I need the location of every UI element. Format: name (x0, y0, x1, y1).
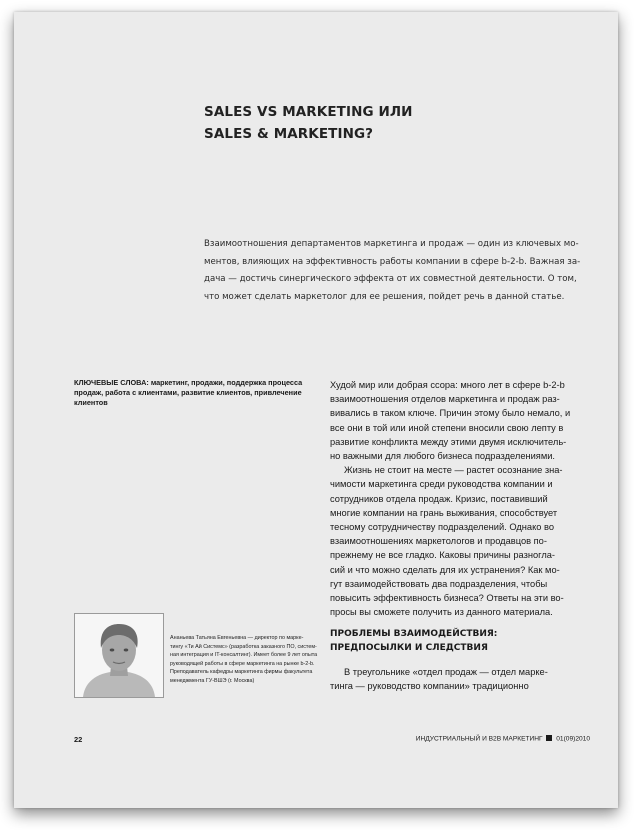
body-line: прежнему не все гладко. Каковы причины разногла- (330, 550, 556, 561)
lead-line: ментов, влияющих на эффективность работы компании в сфере b-2-b. Важная за- (204, 256, 581, 267)
section-body (330, 665, 576, 693)
author-bio-line: ная интеграция и IT-консалтинг). Имеет более 9 лет опыта (170, 652, 318, 659)
section-heading-line: ПРЕДПОСЫЛКИ И СЛЕДСТВИЯ (330, 643, 488, 653)
lead-line: что может сделать маркетолог для ее решения, пойдет речь в данной статье. (204, 291, 565, 302)
square-bullet-icon (546, 735, 552, 741)
body-line: В треугольнике «отдел продаж — отдел марке- (344, 667, 548, 677)
journal-issue: 01(09)2010 (556, 735, 590, 743)
article-title (204, 101, 524, 145)
body-line: Жизнь не стоит на месте — растет осознание зна- (344, 465, 563, 476)
body-line: вивались в таком ключе. Причин этому было немало, и (330, 408, 571, 419)
author-bio-line: Преподаватель кафедры маркетинга фирмы факультета (170, 669, 313, 676)
body-line: просы вы сможете получить из данного материала. (330, 607, 553, 618)
section-heading (330, 627, 576, 655)
keywords-line: КЛЮЧЕВЫЕ СЛОВА: маркетинг, продажи, поддержка процесса (74, 378, 303, 387)
body-line: взаимоотношениях маркетологов и продавцов по- (330, 536, 547, 547)
body-line: взаимоотношения отделов маркетинга и продаж раз- (330, 394, 560, 405)
section-heading-line: ПРОБЛЕМЫ ВЗАИМОДЕЙСТВИЯ: (330, 629, 498, 639)
article-lead (204, 236, 581, 306)
body-line: Худой мир или добрая ссора: много лет в сфере b-2-b (330, 380, 565, 390)
body-line: чимости маркетинга среди руководства компании и (330, 479, 553, 490)
body-line: повысить эффективность бизнеса? Ответы на эти во- (330, 593, 564, 604)
journal-name: ИНДУСТРИАЛЬНЫЙ И B2B МАРКЕТИНГ (415, 735, 543, 743)
lead-line: Взаимоотношения департаментов маркетинга и продаж — один из ключевых мо- (204, 239, 579, 249)
lead-line: дача — достичь синергического эффекта от их совместной деятельности. О том, (204, 274, 577, 284)
journal-footer (416, 735, 590, 743)
author-portrait-icon (75, 614, 163, 697)
author-photo (74, 613, 164, 698)
body-line: сотрудников отдела продаж. Кризис, поставивший (330, 493, 548, 504)
author-bio-line: Ананьева Татьяна Евгеньевна — директор по марке- (170, 635, 304, 641)
body-line: тинга — руководство компании» традиционно (330, 681, 529, 692)
body-line: все они в той или иной степени вносили свою лепту в (330, 422, 564, 433)
body-line: многие компании на грань выживания, способствует (330, 507, 558, 518)
title-line-1: SALES VS MARKETING ИЛИ (204, 104, 413, 120)
body-line: развитие конфликта между этими двумя исключитель- (330, 436, 567, 447)
keywords-line: клиентов (74, 398, 108, 407)
page-number: 22 (74, 735, 83, 744)
author-bio-line: руководящей работы в сфере маркетинга на рынке b-2-b. (170, 660, 315, 667)
body-line: сий и что можно сделать для их устранения? Как мо- (330, 564, 560, 575)
body-line: гут взаимодействовать два подразделения, чтобы (330, 578, 548, 589)
title-line-2: SALES & MARKETING? (204, 126, 374, 142)
keywords-line: продаж, работа с клиентами, развитие клиентов, привлечение (74, 388, 302, 397)
keywords-block (74, 378, 326, 408)
body-line: но важными для любого бизнеса подразделениями. (330, 451, 556, 462)
body-line: тесному сотрудничеству подразделений. Однако во (330, 522, 555, 533)
article-body (330, 378, 576, 619)
author-bio-line: тингу «Ти Ай Системс» (разработка заказного ПО, систем- (170, 643, 317, 650)
author-bio (170, 634, 328, 686)
author-bio-line: менеджмента ГУ-ВШЭ (г. Москва) (170, 677, 255, 684)
